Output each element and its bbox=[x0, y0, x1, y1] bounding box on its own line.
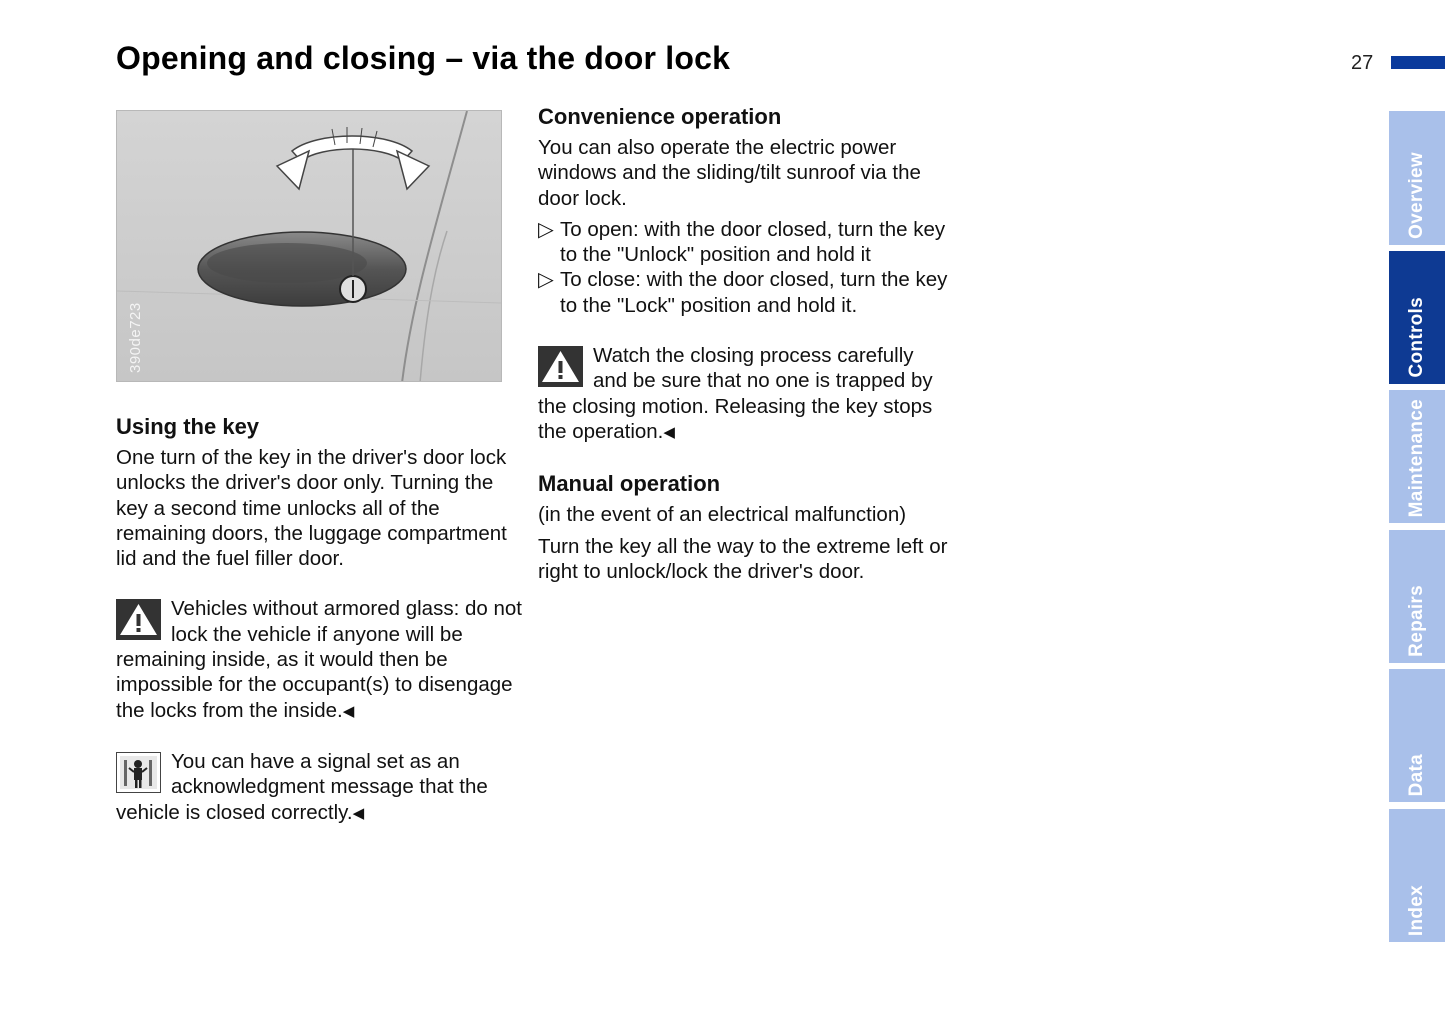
warning-icon bbox=[538, 346, 583, 387]
heading-convenience: Convenience operation bbox=[538, 104, 782, 129]
warning-icon bbox=[116, 599, 161, 640]
warning-closing-text: Watch the closing process carefully and be sure that no one is trapped by the closing motion. Releasing the key stops the operation. bbox=[538, 344, 933, 443]
tab-controls[interactable]: Controls bbox=[1389, 251, 1445, 384]
page-title: Opening and closing – via the door lock bbox=[116, 40, 731, 76]
list-item: ▷ To close: with the door closed, turn the key to the "Lock" position and hold it. bbox=[538, 268, 948, 317]
middle-column bbox=[538, 104, 948, 584]
end-mark-icon: ◀ bbox=[342, 702, 355, 720]
bullet-triangle-icon: ▷ bbox=[538, 268, 554, 292]
warning-armored-glass bbox=[116, 596, 526, 723]
bullet-triangle-icon: ▷ bbox=[538, 217, 554, 241]
service-note-icon bbox=[116, 752, 161, 793]
using-key-text: One turn of the key in the driver's door lock unlocks the driver's door only. Turning the key a second time unlocks all of the remaining doors, the luggage compartment lid and the fuel filler door. bbox=[116, 446, 507, 571]
list-item: ▷ To open: with the door closed, turn the key to the "Unlock" position and hold it bbox=[538, 217, 946, 267]
heading-manual: Manual operation bbox=[538, 471, 721, 497]
tab-index[interactable]: Index bbox=[1389, 809, 1445, 942]
convenience-list bbox=[538, 217, 948, 318]
left-column bbox=[116, 110, 526, 826]
door-lock-illustration bbox=[116, 110, 502, 382]
tab-maintenance[interactable]: Maintenance bbox=[1389, 390, 1445, 523]
warning-closing bbox=[538, 343, 948, 445]
manual-sub: (in the event of an electrical malfunction) bbox=[538, 503, 907, 527]
tab-overview[interactable]: Overview bbox=[1389, 111, 1445, 245]
page-number: 27 bbox=[1351, 52, 1374, 74]
warning-armored-text: Vehicles without armored glass: do not lock the vehicle if anyone will be remaining inside, as it would then be impossible for the occupant(s) to disengage the locks from the inside. bbox=[116, 597, 522, 722]
heading-using-key: Using the key bbox=[116, 414, 260, 439]
end-mark-icon: ◀ bbox=[663, 423, 675, 441]
tab-repairs[interactable]: Repairs bbox=[1389, 530, 1445, 663]
page-number-bar bbox=[1391, 56, 1445, 69]
manual-text: Turn the key all the way to the extreme left or right to unlock/lock the driver's door. bbox=[538, 534, 948, 583]
convenience-intro: You can also operate the electric power windows and the sliding/tilt sunroof via the door lock. bbox=[538, 136, 921, 210]
end-mark-icon: ◀ bbox=[352, 804, 365, 822]
note-signal bbox=[116, 749, 526, 826]
figure-id: 390de723 bbox=[127, 302, 144, 373]
tab-data[interactable]: Data bbox=[1389, 669, 1445, 802]
note-signal-text: You can have a signal set as an acknowledgment message that the vehicle is closed correctly. bbox=[116, 749, 488, 824]
